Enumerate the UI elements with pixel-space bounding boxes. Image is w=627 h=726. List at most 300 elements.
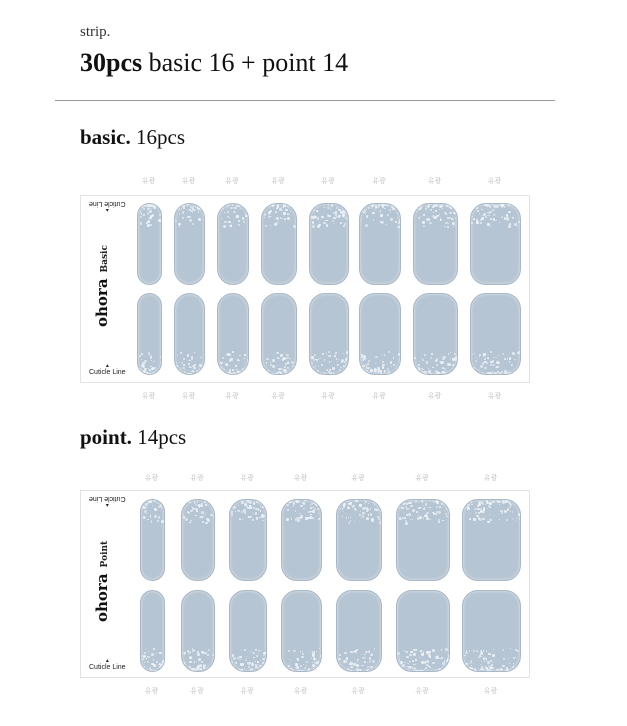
glitter-dot	[503, 658, 505, 660]
glitter-dot	[495, 220, 497, 222]
glitter-dot	[332, 367, 335, 370]
glitter-dot	[405, 651, 406, 652]
cuticle-line-bottom-basic	[89, 364, 126, 376]
glitter-dot	[381, 221, 384, 224]
glitter-dot	[404, 662, 406, 664]
glitter-dot	[343, 511, 344, 512]
glitter-dot	[315, 206, 316, 207]
glitter-dot	[223, 369, 224, 370]
glitter-dot	[163, 670, 165, 672]
nail-tip	[261, 203, 297, 285]
glitter-dot	[476, 221, 479, 224]
glitter-dot	[520, 650, 521, 652]
glitter-dot	[350, 517, 351, 518]
glitter-dot	[143, 208, 145, 210]
glitter-dot	[416, 207, 419, 210]
glitter-dot	[453, 212, 456, 215]
glitter-dot	[438, 521, 441, 524]
glitter-dot	[258, 668, 260, 670]
glitter-dot	[423, 214, 425, 216]
glitter-dot	[179, 213, 180, 214]
glitter-dot	[410, 519, 411, 520]
section-title-basic-count: 16pcs	[136, 125, 186, 149]
glitter-dot	[142, 506, 144, 508]
glitter-dot	[322, 353, 324, 355]
glitter-dot	[454, 353, 456, 355]
glitter-dot	[303, 508, 304, 509]
glitter-dot	[142, 658, 144, 660]
glitter-dot	[439, 209, 440, 210]
brand-logo: ohora	[93, 278, 111, 327]
glitter-dot	[381, 649, 382, 652]
glitter-dot	[247, 370, 249, 372]
nail-tip	[137, 203, 162, 285]
glitter-dot	[241, 650, 242, 651]
glitter-dot	[442, 662, 445, 665]
glitter-dot	[290, 205, 292, 207]
glitter-dot	[318, 513, 319, 514]
glitter-dot	[160, 362, 161, 363]
gloss-label: 유광	[240, 687, 254, 695]
glitter-dot	[251, 663, 254, 666]
glitter-dot	[448, 667, 449, 668]
glitter-dot	[445, 648, 448, 651]
glitter-dot	[264, 213, 267, 216]
glitter-dot	[227, 207, 228, 208]
brand-sub: Basic	[100, 245, 110, 273]
section-title-point	[80, 425, 186, 450]
glitter-dot	[340, 664, 341, 665]
glitter-dot	[331, 204, 334, 207]
glitter-dot	[422, 502, 423, 503]
glitter-dot	[493, 515, 494, 516]
glitter-dot	[159, 214, 161, 216]
nail-tip	[140, 590, 165, 672]
glitter-dot	[346, 351, 349, 354]
glitter-dot	[360, 511, 361, 512]
gloss-label: 유광	[487, 392, 502, 400]
glitter-dot	[476, 357, 477, 358]
glitter-dot	[489, 514, 491, 516]
glitter-dot	[495, 357, 497, 359]
glitter-dot	[518, 221, 520, 223]
glitter-dot	[319, 648, 320, 649]
glitter-dot	[233, 506, 236, 509]
glitter-dot	[512, 352, 515, 355]
glitter-dot	[344, 361, 346, 363]
glitter-dot	[512, 500, 513, 501]
glitter-dot	[384, 208, 385, 209]
glitter-dot	[202, 521, 204, 523]
glitter-dot	[262, 658, 264, 660]
glitter-dot	[384, 372, 385, 373]
glitter-dot	[429, 222, 432, 225]
glitter-dot	[441, 649, 443, 651]
glitter-dot	[518, 670, 519, 671]
glitter-dot	[201, 661, 203, 663]
glitter-dot	[419, 657, 420, 658]
glitter-dot	[471, 665, 473, 667]
glitter-dot	[423, 508, 424, 509]
glitter-dot	[413, 649, 415, 651]
nail-tip	[281, 499, 322, 581]
glitter-dot	[365, 364, 366, 365]
glitter-dot	[435, 656, 438, 659]
glitter-dot	[157, 503, 158, 504]
glitter-dot	[189, 501, 191, 503]
glitter-dot	[177, 207, 180, 210]
glitter-dot	[317, 504, 319, 506]
glitter-dot	[316, 210, 318, 212]
glitter-dot	[289, 214, 290, 215]
glitter-dot	[321, 216, 323, 218]
glitter-dot	[148, 220, 150, 222]
glitter-dot	[382, 364, 384, 366]
glitter-dot	[321, 650, 322, 653]
glitter-dot	[379, 522, 381, 524]
glitter-dot	[490, 660, 492, 662]
glitter-dot	[365, 224, 368, 227]
glitter-dot	[338, 209, 340, 211]
glitter-dot	[244, 512, 246, 514]
glitter-dot	[367, 363, 370, 366]
glitter-dot	[372, 660, 375, 663]
glitter-dot	[338, 359, 339, 360]
glitter-dot	[255, 661, 256, 662]
glitter-dot	[485, 504, 486, 505]
glitter-dot	[425, 206, 426, 207]
glitter-dot	[140, 216, 142, 218]
glitter-dot	[261, 514, 264, 517]
glitter-dot	[518, 369, 521, 372]
glitter-dot	[447, 658, 450, 661]
glitter-dot	[446, 213, 448, 215]
glitter-dot	[275, 211, 277, 213]
glitter-dot	[179, 225, 181, 227]
glitter-dot	[154, 670, 157, 672]
glitter-dot	[469, 667, 471, 669]
glitter-dot	[480, 222, 482, 224]
glitter-dot	[150, 500, 152, 502]
gloss-label: 유광	[141, 392, 156, 400]
glitter-dot	[380, 214, 383, 217]
glitter-dot	[282, 210, 283, 211]
glitter-dot	[152, 214, 154, 216]
glitter-dot	[238, 205, 240, 207]
glitter-dot	[479, 204, 480, 205]
glitter-dot	[297, 658, 300, 661]
glitter-dot	[316, 659, 317, 660]
glitter-dot	[350, 651, 352, 653]
glitter-dot	[373, 501, 375, 503]
glitter-dot	[356, 649, 358, 651]
glitter-dot	[397, 502, 399, 504]
glitter-dot	[236, 204, 237, 205]
gloss-label: 유광	[293, 474, 308, 482]
glitter-dot	[375, 356, 378, 359]
glitter-dot	[442, 520, 444, 522]
glitter-dot	[239, 656, 242, 659]
glitter-dot	[241, 511, 244, 514]
glitter-dot	[372, 212, 374, 214]
glitter-dot	[300, 515, 303, 518]
glitter-dot	[491, 664, 493, 666]
glitter-dot	[474, 668, 477, 671]
glitter-dot	[293, 650, 296, 653]
glitter-dot	[265, 225, 267, 227]
glitter-dot	[317, 508, 320, 511]
glitter-dot	[510, 648, 511, 649]
glitter-dot	[236, 215, 239, 218]
glitter-dot	[340, 222, 342, 224]
glitter-dot	[436, 669, 437, 670]
glitter-dot	[380, 652, 381, 653]
glitter-dot	[248, 666, 250, 668]
glitter-dot	[399, 359, 401, 361]
glitter-dot	[485, 667, 488, 670]
gloss-label: 유광	[351, 474, 365, 482]
glitter-dot	[344, 669, 346, 671]
glitter-dot	[291, 361, 293, 363]
glitter-dot	[447, 217, 449, 219]
glitter-dot	[339, 500, 341, 502]
nail-tip	[217, 293, 249, 375]
gloss-label: 유광	[415, 474, 429, 482]
glitter-dot	[387, 364, 388, 365]
glitter-dot	[225, 373, 227, 375]
glitter-dot	[520, 661, 521, 662]
glitter-dot	[368, 503, 369, 504]
glitter-dot	[512, 667, 514, 669]
glitter-dot	[200, 357, 202, 359]
glitter-dot	[418, 502, 419, 503]
glitter-dot	[415, 502, 416, 503]
glitter-dot	[139, 368, 141, 370]
glitter-dot	[164, 510, 165, 513]
glitter-dot	[189, 219, 192, 222]
glitter-dot	[320, 655, 322, 657]
glitter-dot	[270, 362, 271, 363]
glitter-dot	[183, 652, 185, 654]
glitter-dot	[347, 219, 348, 220]
glitter-dot	[476, 650, 478, 652]
glitter-dot	[448, 511, 450, 513]
glitter-dot	[178, 223, 181, 226]
glitter-dot	[364, 503, 365, 504]
glitter-dot	[191, 367, 192, 368]
glitter-dot	[183, 664, 185, 666]
glitter-dot	[212, 670, 215, 672]
headline-breakdown: basic 16 + point 14	[148, 48, 349, 77]
glitter-dot	[196, 510, 198, 512]
glitter-dot	[287, 509, 289, 511]
glitter-dot	[153, 648, 155, 650]
glitter-dot	[447, 506, 448, 507]
glitter-dot	[242, 519, 243, 520]
glitter-dot	[452, 364, 454, 366]
glitter-dot	[478, 657, 480, 659]
nail-tip	[229, 590, 267, 672]
cuticle-line-label: Cuticle Line	[89, 495, 126, 502]
glitter-dot	[433, 501, 435, 503]
gloss-label: 유광	[190, 687, 204, 695]
glitter-dot	[415, 659, 417, 661]
cuticle-line-label: Cuticle Line	[89, 200, 126, 207]
glitter-dot	[398, 211, 399, 212]
glitter-dot	[141, 359, 142, 360]
glitter-dot	[492, 654, 495, 657]
glitter-dot	[493, 662, 494, 663]
glitter-dot	[244, 354, 245, 355]
glitter-dot	[293, 209, 294, 210]
glitter-dot	[359, 514, 361, 516]
glitter-dot	[323, 222, 325, 224]
glitter-dot	[339, 373, 341, 375]
nail-tip	[470, 203, 521, 285]
glitter-dot	[319, 668, 320, 669]
glitter-dot	[179, 372, 182, 375]
glitter-dot	[445, 222, 447, 224]
glitter-dot	[163, 503, 164, 504]
glitter-dot	[189, 661, 192, 664]
glitter-dot	[359, 669, 362, 672]
glitter-dot	[382, 361, 384, 363]
section-title-point-bold: point.	[80, 425, 132, 449]
glitter-dot	[300, 665, 302, 667]
glitter-dot	[378, 204, 381, 207]
glitter-dot	[208, 521, 209, 522]
glitter-dot	[424, 669, 425, 670]
glitter-dot	[270, 210, 272, 212]
glitter-dot	[278, 221, 279, 222]
glitter-dot	[243, 221, 245, 223]
glitter-dot	[157, 520, 159, 522]
glitter-dot	[465, 502, 466, 503]
glitter-dot	[185, 662, 186, 663]
glitter-dot	[194, 352, 195, 353]
glitter-dot	[357, 660, 358, 661]
glitter-dot	[151, 520, 152, 521]
glitter-dot	[270, 359, 271, 360]
glitter-dot	[467, 506, 469, 508]
glitter-dot	[222, 357, 224, 359]
glitter-dot	[456, 364, 458, 366]
glitter-dot	[193, 370, 195, 372]
glitter-dot	[453, 219, 454, 220]
glitter-dot	[293, 225, 296, 228]
glitter-dot	[237, 369, 238, 370]
glitter-dot	[517, 352, 519, 354]
glitter-dot	[479, 356, 480, 357]
glitter-dot	[187, 210, 188, 211]
glitter-dot	[182, 217, 184, 219]
glitter-dot	[198, 211, 200, 213]
glitter-dot	[272, 365, 275, 368]
glitter-dot	[374, 369, 376, 371]
glitter-dot	[507, 508, 510, 511]
glitter-dot	[408, 663, 409, 664]
glitter-dot	[212, 507, 215, 510]
glitter-dot	[296, 360, 297, 361]
glitter-dot	[194, 661, 195, 662]
nail-tip	[336, 590, 382, 672]
glitter-dot	[402, 517, 404, 519]
glitter-dot	[149, 210, 152, 213]
glitter-dot	[435, 513, 437, 515]
glitter-dot	[397, 213, 398, 214]
glitter-dot	[360, 210, 362, 212]
glitter-dot	[348, 503, 349, 504]
glitter-dot	[509, 503, 510, 504]
glitter-dot	[150, 355, 153, 358]
glitter-dot	[284, 669, 285, 670]
glitter-dot	[235, 662, 237, 664]
glitter-dot	[451, 372, 453, 374]
glitter-dot	[161, 208, 162, 209]
glitter-dot	[501, 371, 503, 373]
glitter-dot	[266, 670, 267, 672]
glitter-dot	[314, 354, 316, 356]
glitter-dot	[343, 505, 345, 507]
glitter-dot	[257, 656, 258, 657]
glitter-dot	[295, 510, 296, 511]
glitter-dot	[348, 517, 349, 518]
glitter-dot	[281, 218, 283, 220]
glitter-dot	[421, 507, 422, 508]
glitter-dot	[412, 509, 415, 512]
glitter-dot	[493, 649, 494, 650]
glitter-dot	[363, 517, 364, 518]
glitter-dot	[223, 225, 226, 228]
glitter-dot	[181, 209, 182, 210]
glitter-dot	[241, 669, 243, 671]
nail-tip	[217, 203, 249, 285]
glitter-dot	[426, 218, 429, 221]
glitter-dot	[455, 218, 456, 219]
glitter-dot	[321, 364, 323, 366]
glitter-dot	[406, 503, 408, 505]
gloss-label: 유광	[181, 177, 196, 185]
glitter-dot	[310, 651, 311, 652]
glitter-dot	[481, 217, 484, 220]
glitter-dot	[203, 516, 204, 517]
glitter-dot	[363, 665, 364, 666]
glitter-dot	[293, 505, 294, 506]
glitter-dot	[425, 208, 427, 210]
glitter-dot	[378, 518, 380, 520]
glitter-dot	[485, 515, 486, 516]
glitter-dot	[321, 663, 322, 666]
glitter-dot	[231, 513, 234, 516]
gloss-label: 유광	[487, 177, 502, 185]
glitter-dot	[388, 351, 390, 353]
glitter-dot	[423, 225, 425, 227]
glitter-dot	[290, 211, 291, 212]
glitter-dot	[362, 359, 364, 361]
glitter-dot	[480, 365, 483, 368]
glitter-dot	[429, 507, 430, 508]
glitter-dot	[251, 668, 253, 670]
glitter-dot	[453, 368, 456, 371]
glitter-dot	[232, 351, 234, 353]
glitter-dot	[310, 507, 312, 509]
glitter-dot	[499, 519, 500, 520]
gloss-label: 유광	[427, 177, 442, 185]
glitter-dot	[281, 207, 282, 208]
headline-count: 30pcs	[80, 48, 143, 77]
glitter-dot	[344, 223, 346, 225]
glitter-dot	[479, 354, 481, 356]
